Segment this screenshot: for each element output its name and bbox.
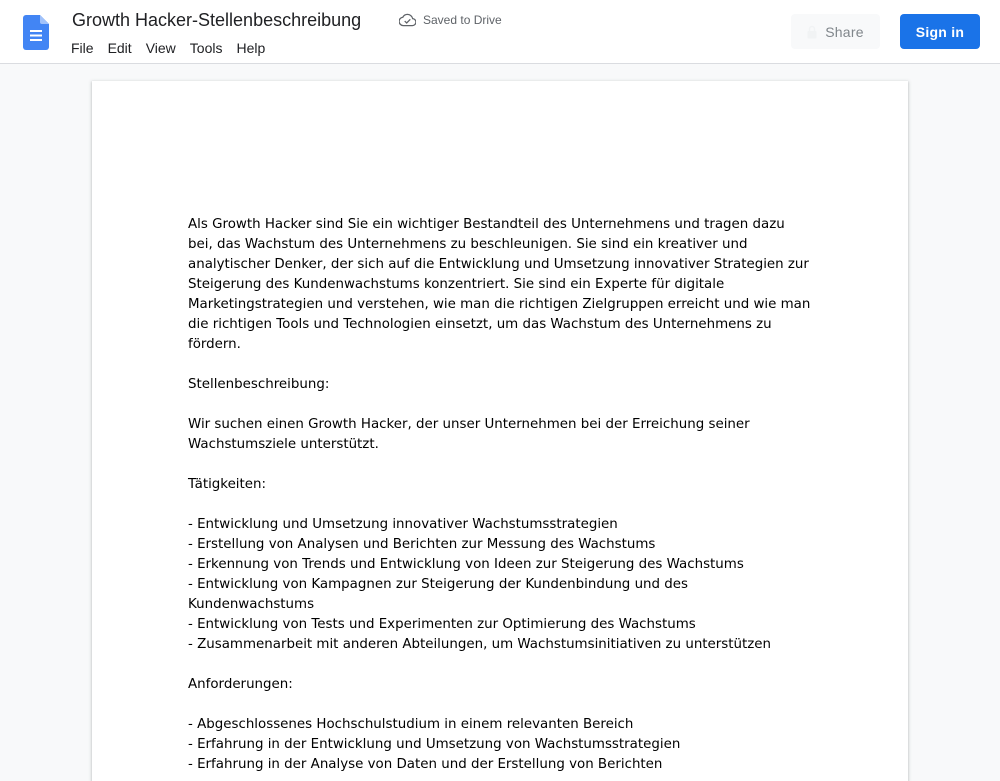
document-title[interactable]: Growth Hacker-Stellenbeschreibung [72,10,362,30]
requirement-item: - Abgeschlossenes Hochschulstudium in einem relevanten Bereich [188,717,634,732]
job-description-text: Wir suchen einen Growth Hacker, der unser Unternehmen bei der Erreichung seiner Wachstumsziele unterstützt. [188,417,750,452]
save-status-label: Saved to Drive [423,13,502,27]
document-body[interactable] [188,215,812,775]
intro-paragraph: Als Growth Hacker sind Sie ein wichtiger Bestandteil des Unternehmens und tragen dazu bei, das Wachstum des Unternehmens zu beschleunigen. Sie sind ein kreativer und analytischer Denker, der sich auf die Entwicklung und Umsetzung innovativer Strategien zur Steigerung des Kundenwachstums konzentriert. Sie sind ein Experte für digitale Marketingstrategien und verstehen, wie man die richtigen Zielgruppen erreicht und wie man die richtigen Tools und Technologien einsetzt, um das Wachstum des Unternehmens zu fördern. [188,217,811,352]
google-docs-icon[interactable] [23,15,49,50]
menu-edit[interactable]: Edit [107,40,132,56]
menu-help[interactable]: Help [236,40,266,56]
spacer [188,495,812,515]
spacer [188,355,812,375]
task-item: - Erkennung von Trends und Entwicklung von Ideen zur Steigerung des Wachstums [188,557,744,572]
cloud-done-icon [399,13,416,27]
requirements-heading: Anforderungen: [188,677,293,692]
task-item: - Entwicklung von Tests und Experimenten zur Optimierung des Wachstums [188,617,696,632]
menu-view[interactable]: View [145,40,176,56]
task-item: - Entwicklung von Kampagnen zur Steigerung der Kundenbindung und des Kundenwachstums [188,577,689,612]
spacer [188,655,812,675]
task-item: - Zusammenarbeit mit anderen Abteilungen, um Wachstumsinitiativen zu unterstützen [188,637,772,652]
lock-icon [807,25,817,39]
share-button[interactable] [791,14,880,49]
spacer [188,695,812,715]
share-button-label: Share [825,23,864,40]
menu-bar [64,38,272,58]
save-status [399,13,502,27]
task-item: - Erstellung von Analysen und Berichten zur Messung des Wachstums [188,537,656,552]
menu-file[interactable]: File [71,40,94,56]
sign-in-button[interactable]: Sign in [900,14,980,49]
requirement-item: - Erfahrung in der Entwicklung und Umsetzung von Wachstumsstrategien [188,737,681,752]
job-description-heading: Stellenbeschreibung: [188,377,330,392]
task-item: - Entwicklung und Umsetzung innovativer Wachstumsstrategien [188,517,618,532]
menu-tools[interactable]: Tools [189,40,223,56]
spacer [188,455,812,475]
tasks-heading: Tätigkeiten: [188,477,267,492]
spacer [188,395,812,415]
docs-header [0,0,1000,64]
requirement-item: - Erfahrung in der Analyse von Daten und der Erstellung von Berichten [188,757,663,772]
document-page[interactable] [92,81,908,781]
